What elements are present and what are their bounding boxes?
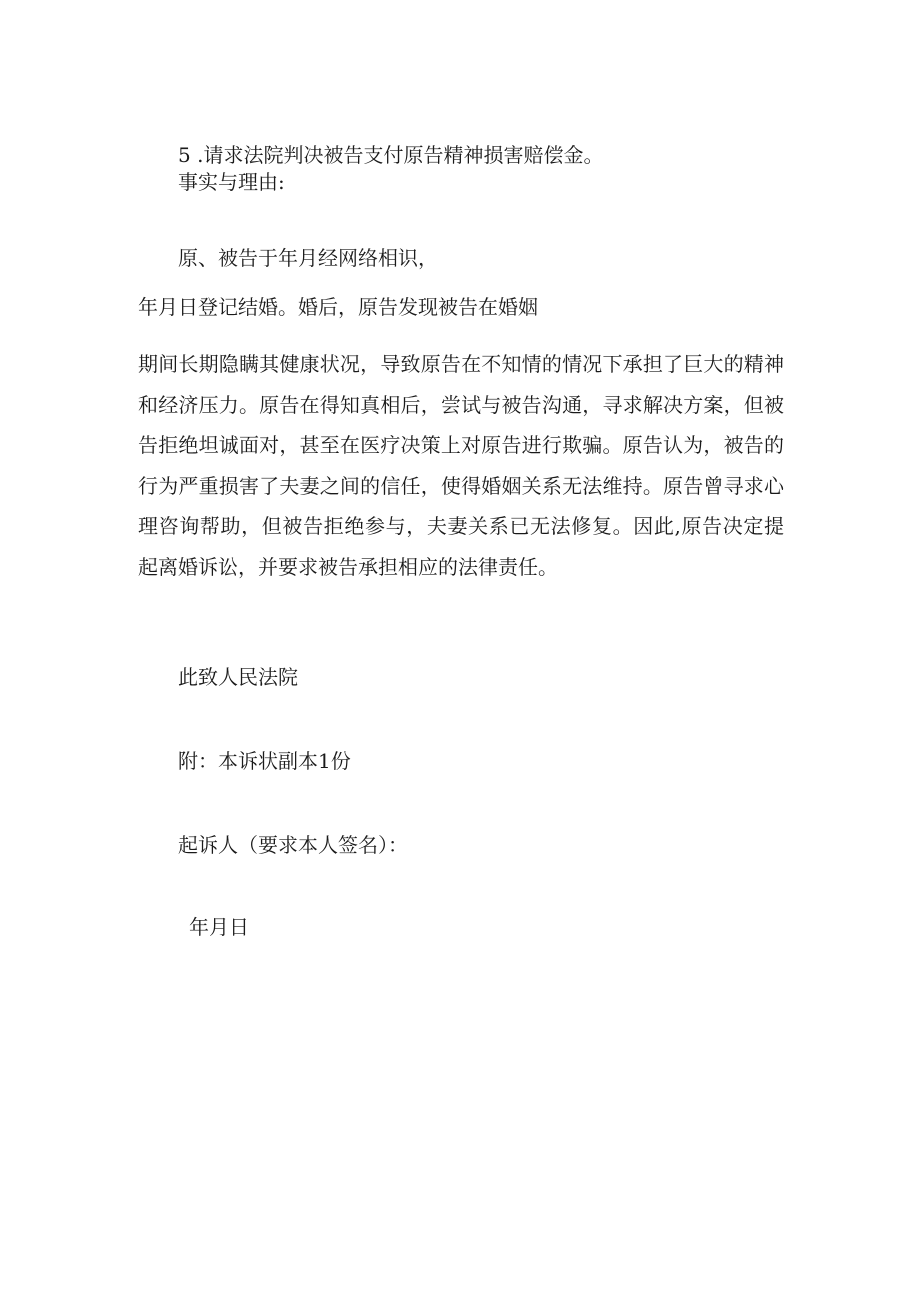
- plaintiff-signature: 起诉人（要求本人签名）：: [178, 833, 408, 857]
- request-item-5: 5 .请求法院判决被告支付原告精神损害赔偿金。: [178, 143, 604, 167]
- facts-heading: 事实与理由:: [178, 170, 285, 194]
- date-line: 年月日: [189, 915, 249, 939]
- addressee: 此致人民法院: [178, 665, 298, 689]
- facts-paragraph: 期间长期隐瞒其健康状况，导致原告在不知情的情况下承担了巨大的精神和经济压力。原告在得知真相后，尝试与被告沟通，寻求解决方案，但被告拒绝坦诚面对，甚至在医疗决策上对原告进行欺骗。原告认为，被告的行为严重损害了夫妻之间的信任，使得婚姻关系无法维持。原告曾寻求心理咨询帮助，但被告拒绝参与，夫妻关系已无法修复。因此,原告决定提起离婚诉讼，并要求被告承担相应的法律责任。: [138, 352, 784, 579]
- intro-line: 原、被告于年月经网络相识，: [178, 246, 438, 270]
- marriage-line: 年月日登记结婚。婚后，原告发现被告在婚姻: [138, 295, 538, 319]
- attachment-note: 附：本诉状副本1份: [178, 749, 351, 773]
